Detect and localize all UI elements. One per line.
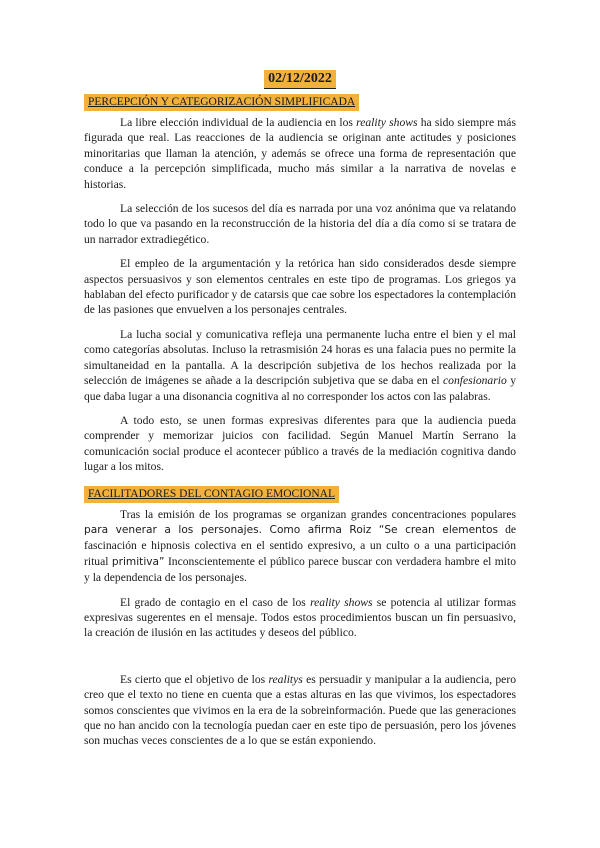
spacer: [84, 650, 516, 672]
paragraph: A todo esto, se unen formas expresivas diferentes para que la audiencia pueda comprender y memorizar juicios con facilidad. Según Manuel Martín Serrano la comunicación social produce el acontecer público a través de la mediación cognitiva dando lugar a los mitos.: [84, 413, 516, 474]
paragraph: El empleo de la argumentación y la retórica han sido considerados desde siempre aspectos persuasivos y son elementos centrales en este tipo de programas. Los griegos ya hablaban del efecto purificador y de catarsis que cae sobre los espectadores la contemplación de las pasiones que envuelven a los personajes centrales.: [84, 257, 516, 317]
paragraph: El grado de contagio en el caso de los reality shows se potencia al utilizar formas expresivas sugerentes en el mensaje. Todos estos procedimientos buscan un fin persuasivo, la creación de ilusión en las actitudes y deseos del público.: [84, 595, 516, 640]
paragraph: La lucha social y comunicativa refleja una permanente lucha entre el bien y el mal como categorías absolutas. Incluso la retrasmisión 24 horas es una falacia pues no permite la simultaneidad en la pantalla. A la descripción subjetiva de los hechos realizada por la selección de imágenes se añade a la descripción subjetiva que se daba en el confesionario y que daba lugar a una disonancia cognitiva al no corresponder los actos con las palabras.: [84, 327, 516, 403]
paragraph: La libre elección individual de la audiencia en los reality shows ha sido siempre más figurada que real. Las reacciones de la audiencia se originan ante actitudes y posiciones minoritarias que llaman la atención, y además se ofrece una forma de representación que conduce a la percepción simplificada, mucho más similar a la narrativa de novelas e historias.: [84, 116, 516, 191]
paragraph: La selección de los sucesos del día es narrada por una voz anónima que va relatando todo lo que va pasando en la reconstrucción de la historia del día a día como si se tratara de un narrador extradiegético.: [84, 202, 516, 246]
paragraph: Tras la emisión de los programas se organizan grandes concentraciones populares para venerar a los personajes. Como afirma Roiz “Se crean elementos de fascinación e hipnosis colectiva en el sentido expresivo, a un culto o a una participación ritual primitiva” Inconscientemente el público parece buscar con verdadera hambre el mito y la dependencia de los personajes.: [84, 507, 517, 585]
document-date: 02/12/2022: [264, 70, 336, 89]
conclusion-paragraph: Es cierto que el objetivo de los realitys es persuadir y manipular a la audiencia, pero creo que el texto no tiene en cuenta que a estas alturas en las que vivimos, los espectadores somos conscientes que vivimos en la era de la sobreinformación. Puede que las generaciones que no han ancido con la tecnología puedan caer en este tipo de persuasión, pero los jóvenes son muchas veces conscientes de a lo que se están exponiendo.: [84, 672, 516, 748]
section-heading-perception: PERCEPCIÓN Y CATEGORIZACIÓN SIMPLIFICADA: [84, 94, 359, 111]
section-heading-contagion: FACILITADORES DEL CONTAGIO EMOCIONAL: [84, 486, 339, 503]
